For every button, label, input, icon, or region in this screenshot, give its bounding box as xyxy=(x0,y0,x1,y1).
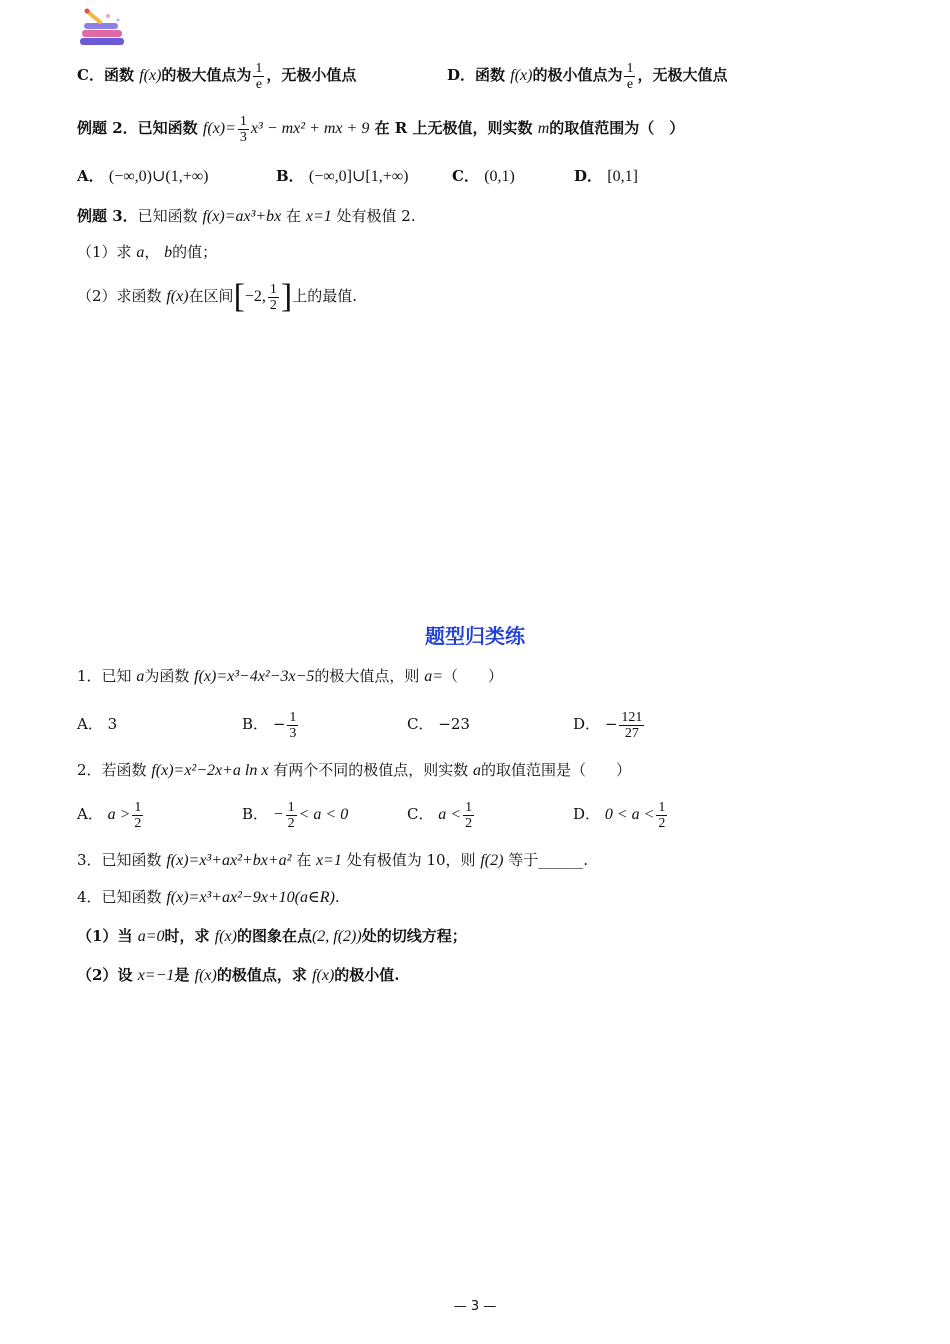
problem-2-option-c xyxy=(407,796,476,833)
example3-q2 xyxy=(77,278,357,315)
math-func: f(x)=ax³+bx xyxy=(202,208,282,225)
math-func: f(x)= xyxy=(202,120,236,137)
math-cond: a=0 xyxy=(137,928,165,945)
math-func: f(x) xyxy=(510,67,533,84)
interval-bracket-left: [ xyxy=(233,278,245,315)
stem-text: 是 xyxy=(174,966,190,984)
math-func: f(x) xyxy=(194,967,217,984)
math-var: b xyxy=(164,244,173,261)
example-label: 例题 2． xyxy=(77,119,138,137)
option-label: D． xyxy=(573,715,601,733)
section-title: 题型归类练 xyxy=(425,624,525,648)
math-func: f(x) xyxy=(312,967,335,984)
problem-1-option-b xyxy=(242,706,300,742)
problem-1-option-a xyxy=(77,706,117,742)
option-label: D． xyxy=(573,805,601,823)
stem-text: 的取值范围是（ ） xyxy=(481,761,632,779)
math-var: m xyxy=(537,120,550,137)
frac-denominator: e xyxy=(255,76,263,92)
question-number: （2） xyxy=(77,287,117,305)
stem-text: 求函数 xyxy=(116,287,162,305)
example2-option-d xyxy=(574,164,638,189)
math-func: f(x) xyxy=(214,928,237,945)
stem-text: 时，求 xyxy=(164,927,210,945)
question-number: （2） xyxy=(77,966,118,984)
option-text: 的极小值点为 xyxy=(532,66,623,84)
option-label: D． xyxy=(574,167,603,185)
frac-denominator: 2 xyxy=(658,815,666,831)
math-expr: − xyxy=(272,806,284,823)
math-expr: f(2) xyxy=(480,852,504,869)
question-number: （1） xyxy=(77,243,117,261)
frac-denominator: 2 xyxy=(269,297,277,313)
frac-numerator: 1 xyxy=(626,60,634,76)
option-value: (−∞,0]∪[1,+∞) xyxy=(308,168,409,185)
math-var: a xyxy=(136,668,145,685)
problem-4-q2 xyxy=(77,962,400,989)
frac-numerator: 1 xyxy=(255,60,263,76)
option-label: A． xyxy=(77,167,104,185)
fraction xyxy=(286,800,297,831)
math-expr: a > xyxy=(107,806,131,823)
math-func: f(x)=x³+ax²+bx+a² xyxy=(166,852,292,869)
problem-2-option-b xyxy=(242,796,348,833)
stem-text: . xyxy=(334,888,340,906)
option-text: 的极大值点为 xyxy=(161,66,252,84)
math-point: (2, f(2)) xyxy=(311,928,362,945)
frac-numerator: 1 xyxy=(287,799,295,815)
fraction xyxy=(656,800,667,831)
problem-1-option-c xyxy=(407,706,470,742)
math-expr: −2, xyxy=(244,288,266,305)
fraction xyxy=(268,282,279,313)
fraction xyxy=(253,61,264,92)
example3-stem xyxy=(77,204,416,229)
option-text: 函数 xyxy=(103,66,134,84)
interval-bracket-right: ] xyxy=(280,278,293,315)
stem-text: 的取值范围为（ ） xyxy=(549,119,685,137)
option-value: − xyxy=(604,715,618,733)
math-func: f(x) xyxy=(166,288,189,305)
frac-denominator: 2 xyxy=(465,815,473,831)
frac-numerator: 1 xyxy=(269,281,277,297)
option-text: ，无极大值点 xyxy=(637,66,728,84)
math-expr: x³ − mx² + mx + 9 xyxy=(250,120,370,137)
math-var: a xyxy=(473,762,482,779)
frac-numerator: 1 xyxy=(239,113,247,129)
option-label: C． xyxy=(452,167,479,185)
fraction xyxy=(624,61,635,92)
example3-q1 xyxy=(77,240,217,265)
example2-stem xyxy=(77,113,684,145)
frac-denominator: 3 xyxy=(239,129,247,145)
stem-text: 有两个不同的极值点，则实数 xyxy=(273,761,469,779)
option-label: C． xyxy=(407,805,434,823)
math-cond: x=1 xyxy=(305,208,332,225)
option-text: 函数 xyxy=(475,66,506,84)
problem-1-option-d xyxy=(573,706,646,742)
math-func: f(x)=x³+ax²−9x+10(a∈R) xyxy=(166,889,335,906)
problem-2-option-a xyxy=(77,796,145,833)
stem-text: 的图象在点 xyxy=(236,927,312,945)
stem-text: 当 xyxy=(117,927,133,945)
example2-option-c xyxy=(452,164,515,189)
option-label: D． xyxy=(447,66,476,84)
example2-option-a xyxy=(77,164,208,189)
math-expr: a < xyxy=(438,806,462,823)
stem-text: 2．若函数 xyxy=(77,761,147,779)
problem-4-stem xyxy=(77,884,340,911)
frac-denominator: 2 xyxy=(287,815,295,831)
math-func: f(x)=x³−4x²−3x−5 xyxy=(194,668,315,685)
option-label: C． xyxy=(407,715,434,733)
math-var: a xyxy=(136,244,145,261)
frac-denominator: 27 xyxy=(624,725,639,741)
stem-text: 3．已知函数 xyxy=(77,851,162,869)
stem-text: 的极大值点，则 xyxy=(314,667,420,685)
stem-text: 在 xyxy=(286,207,302,225)
stem-text: 等于______. xyxy=(508,851,588,869)
option-value: (−∞,0)∪(1,+∞) xyxy=(108,168,209,185)
example-label: 例题 3． xyxy=(77,207,138,225)
math-expr: 0 < a < xyxy=(604,806,655,823)
math-func: f(x)=x²−2x+a ln x xyxy=(151,762,269,779)
example2-option-b xyxy=(276,164,409,189)
stem-text: 的极小值. xyxy=(334,966,400,984)
frac-numerator: 1 xyxy=(134,799,142,815)
option-c-prev xyxy=(77,60,356,92)
option-value: −23 xyxy=(438,715,470,733)
math-cond: x=−1 xyxy=(137,967,175,984)
question-number: （1） xyxy=(77,927,118,945)
stem-text: 在区间 xyxy=(188,287,234,305)
math-expr: < a < 0 xyxy=(298,806,349,823)
stem-text: 设 xyxy=(117,966,133,984)
frac-numerator: 1 xyxy=(289,709,297,725)
fraction xyxy=(287,710,298,741)
stem-text: 4．已知函数 xyxy=(77,888,162,906)
stem-text: 的极值点，求 xyxy=(216,966,307,984)
frac-numerator: 121 xyxy=(621,709,643,725)
option-text: ，无极小值点 xyxy=(266,66,357,84)
fraction xyxy=(132,800,143,831)
option-value: [0,1] xyxy=(607,168,638,185)
option-value: (0,1) xyxy=(484,168,515,185)
option-label: B． xyxy=(242,805,269,823)
fraction xyxy=(463,800,474,831)
stem-text: 为函数 xyxy=(144,667,190,685)
problem-1-stem xyxy=(77,664,503,689)
frac-numerator: 1 xyxy=(465,799,473,815)
answer-paren: （ ） xyxy=(443,667,504,685)
problem-3-stem xyxy=(77,848,588,873)
stem-text: 处有极值为 10，则 xyxy=(346,851,476,869)
problem-2-option-d xyxy=(573,796,669,833)
option-label: B． xyxy=(242,715,269,733)
problem-4-q1 xyxy=(77,923,467,950)
option-label: B． xyxy=(276,167,304,185)
fraction xyxy=(238,114,249,145)
option-label: A． xyxy=(77,805,103,823)
stem-text: 在 xyxy=(296,851,312,869)
stem-text: 处的切线方程； xyxy=(361,927,467,945)
option-label: A． xyxy=(77,715,103,733)
page-number: — 3 — xyxy=(453,1299,497,1314)
fraction xyxy=(619,710,644,741)
frac-numerator: 1 xyxy=(658,799,666,815)
stem-text: ， xyxy=(144,243,160,261)
logo-books-icon xyxy=(78,8,130,50)
math-func: f(x) xyxy=(139,67,162,84)
math-cond: x=1 xyxy=(316,852,342,869)
stem-text: 在 R 上无极值，则实数 xyxy=(374,119,533,137)
frac-denominator: 3 xyxy=(289,725,297,741)
stem-text: 已知函数 xyxy=(137,207,198,225)
stem-text: 的值； xyxy=(172,243,218,261)
frac-denominator: e xyxy=(626,76,634,92)
option-label: C． xyxy=(77,66,104,84)
option-d-prev xyxy=(447,60,728,92)
problem-2-stem xyxy=(77,758,631,783)
stem-text: 1．已知 xyxy=(77,667,132,685)
stem-text: 求 xyxy=(116,243,132,261)
math-expr: a= xyxy=(424,668,444,685)
stem-text: 已知函数 xyxy=(137,119,198,137)
stem-text: 上的最值. xyxy=(292,287,358,305)
option-value: 3 xyxy=(107,715,118,733)
option-value: − xyxy=(272,715,286,733)
stem-text: 处有极值 2. xyxy=(336,207,416,225)
frac-denominator: 2 xyxy=(134,815,142,831)
